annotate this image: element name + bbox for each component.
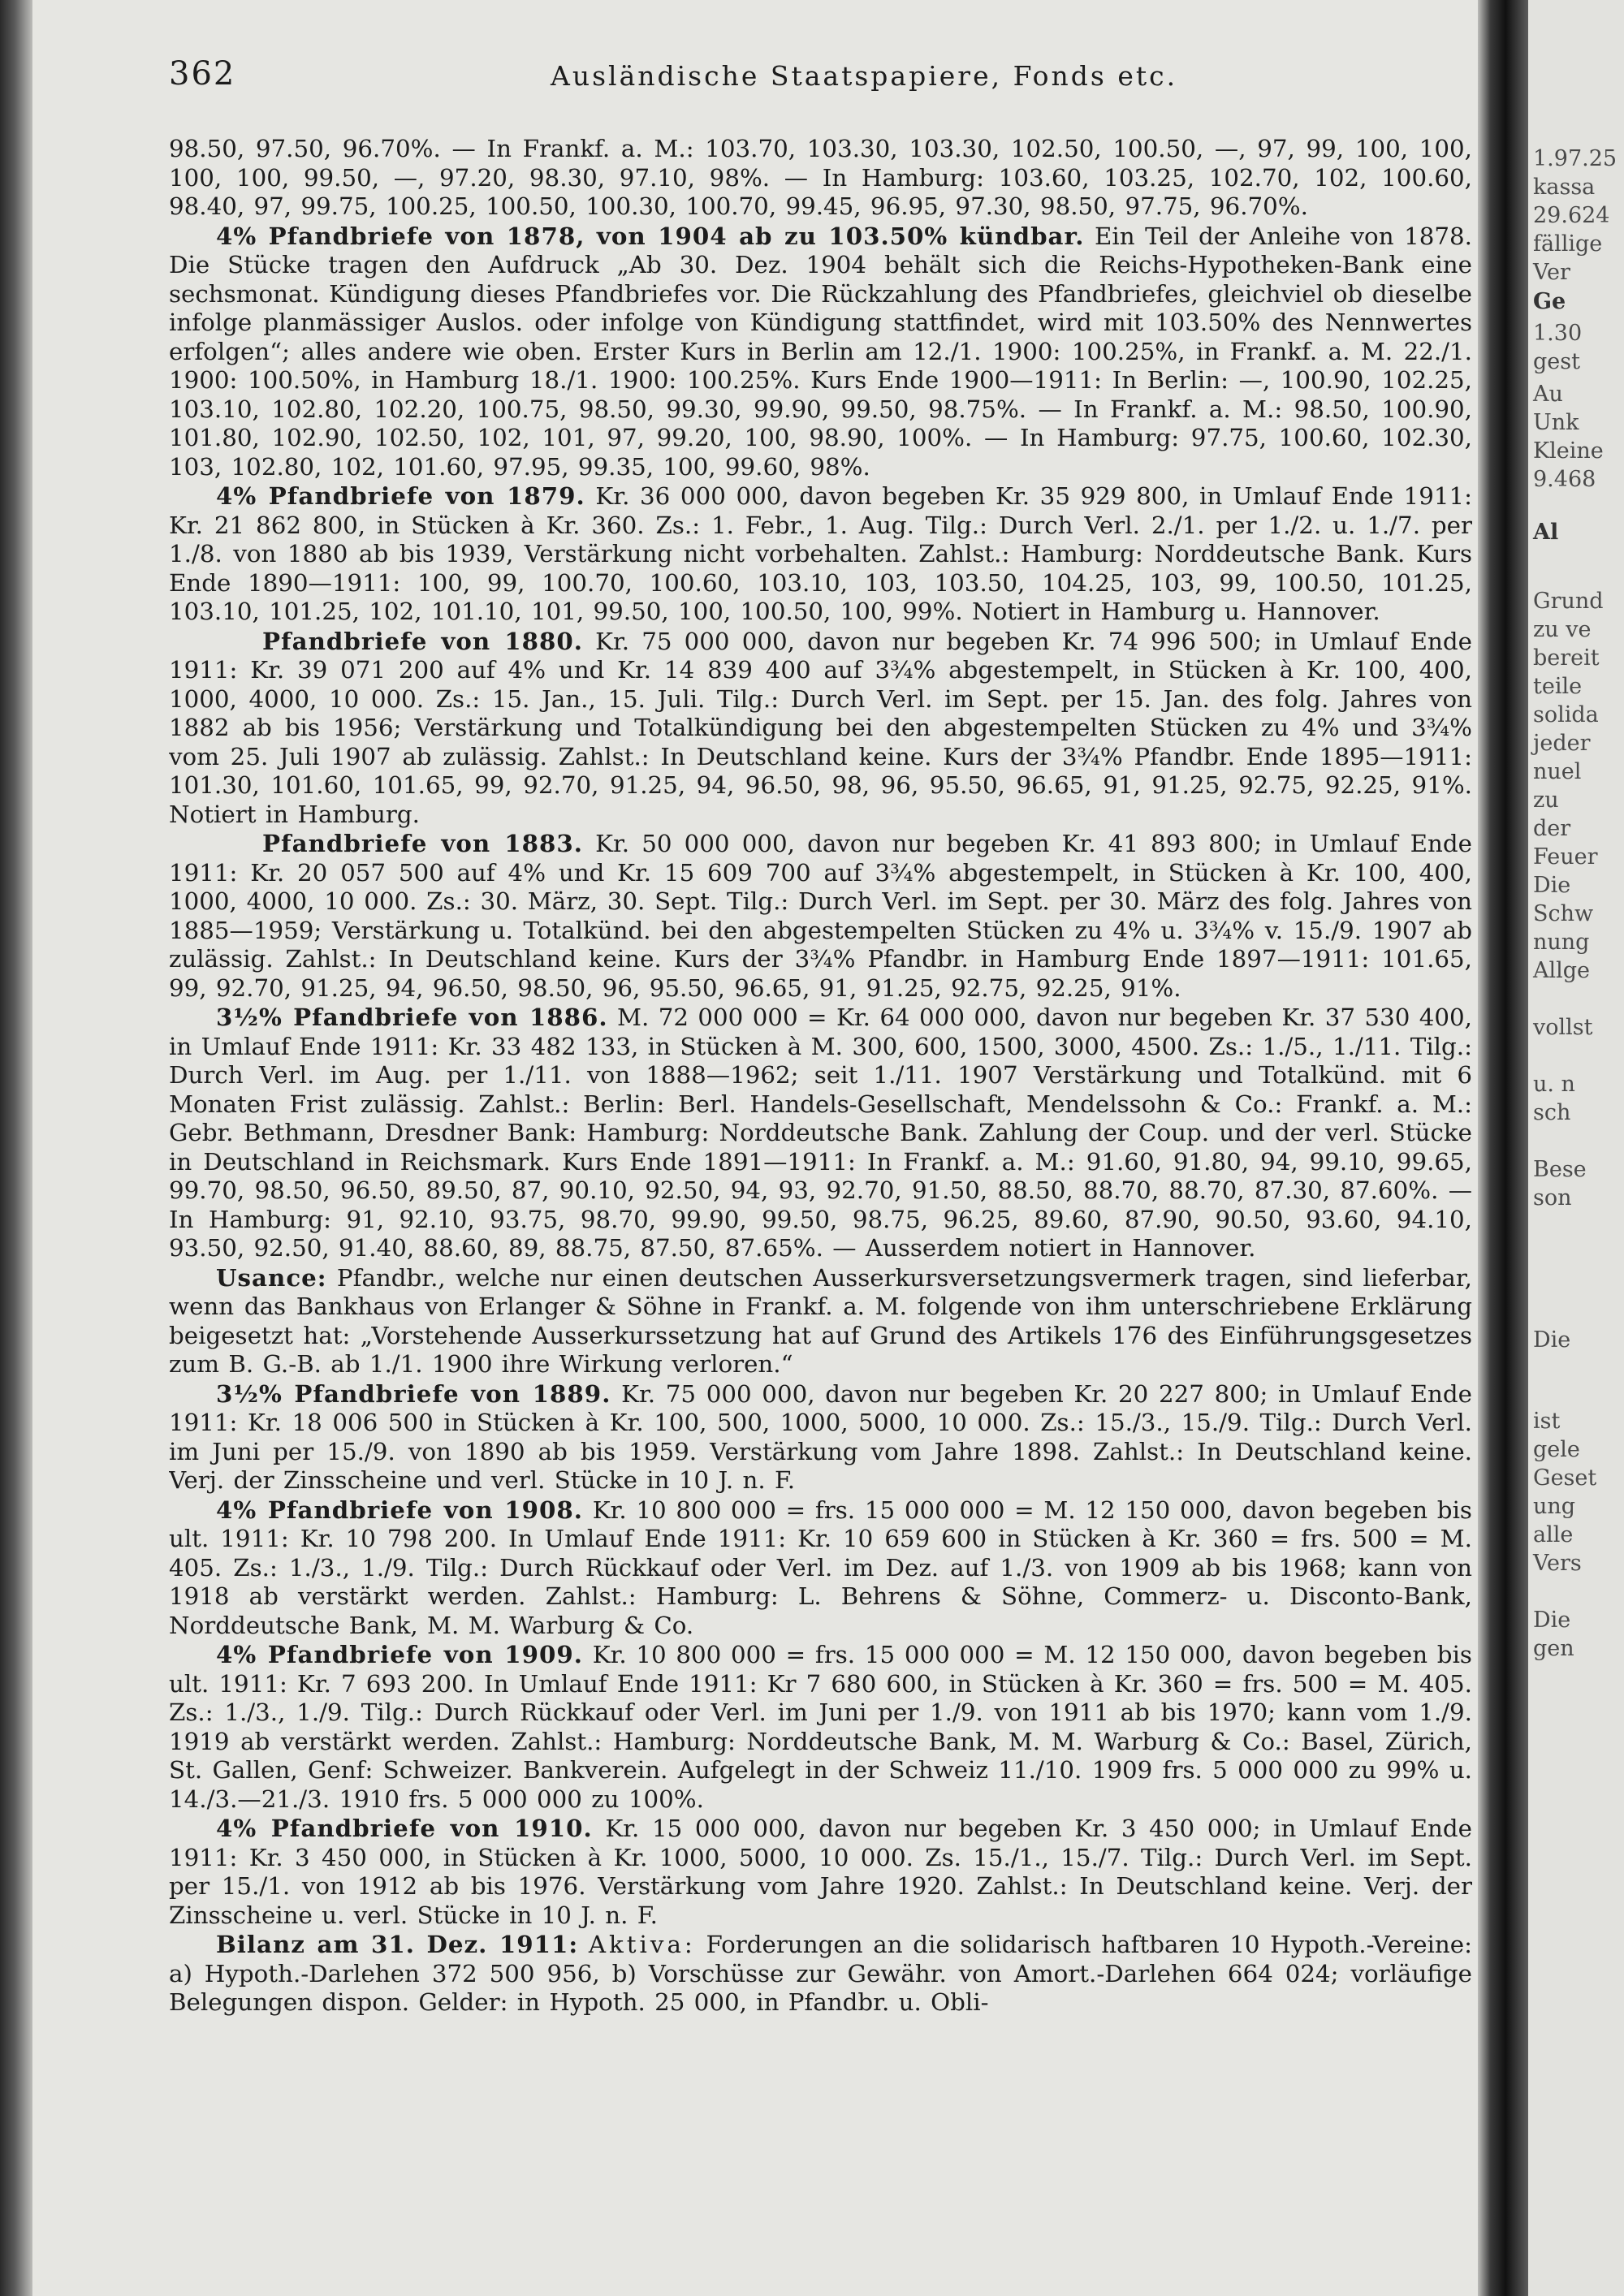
adjacent-fragment: solida bbox=[1533, 702, 1599, 727]
adjacent-fragment: vollst bbox=[1533, 1015, 1593, 1040]
adjacent-fragment: jeder bbox=[1533, 731, 1591, 756]
adjacent-fragment: Ver bbox=[1533, 260, 1570, 285]
paragraph-pfandbriefe-1878 bbox=[169, 222, 1472, 482]
paragraph-pfandbriefe-1880 bbox=[169, 627, 1472, 830]
running-title: Ausländische Staatspapiere, Fonds etc. bbox=[551, 60, 1178, 92]
entry-heading: 3½% Pfandbriefe von 1889. bbox=[216, 1379, 611, 1408]
adjacent-page-strip bbox=[1528, 0, 1624, 2296]
paragraph-pfandbriefe-1909 bbox=[169, 1640, 1472, 1814]
entry-heading: Bilanz am 31. Dez. 1911: bbox=[216, 1930, 579, 1958]
adjacent-fragment: 1.30 bbox=[1533, 321, 1583, 346]
adjacent-fragment: ung bbox=[1533, 1494, 1576, 1519]
adjacent-fragment: gele bbox=[1533, 1437, 1580, 1462]
paragraph-text: Kr. 15 000 000, davon nur begeben Kr. 3 450 000; in Umlauf Ende 1911: Kr. 3 450 000, in Stücken à Kr. 1000, 5000, 10 000. Zs. 15./1., 15./7. Tilg.: Durch Verl. im Sept. per 15./1. von 1912 ab bis 1976. Verstärkung vom Jahre 1920. Zahlst.: In Deutschland keine. Verj. der Zinsscheine u. verl. Stücke in 10 J. n. F. bbox=[169, 1815, 1472, 1929]
adjacent-fragment: der bbox=[1533, 816, 1571, 841]
book-gutter bbox=[1478, 0, 1528, 2296]
paragraph-text: Kr. 75 000 000, davon nur begeben Kr. 20 227 800; in Umlauf Ende 1911: Kr. 18 006 500 in Stücken à Kr. 100, 500, 1000, 5000, 10 000. Zs.: 15./3., 15./9. Tilg.: Durch Verl. im Juni per 15./9. von 1890 ab bis 1959. Verstärkung vom Jahre 1898. Zahlst.: In Deutschland keine. Verj. der Zinsscheine und verl. Stücke in 10 J. n. F. bbox=[169, 1379, 1472, 1494]
entry-heading: 4% Pfandbriefe von 1908. bbox=[216, 1495, 583, 1524]
adjacent-fragment: Feuer bbox=[1533, 844, 1598, 870]
adjacent-fragment: son bbox=[1533, 1185, 1572, 1211]
entry-heading: 4% Pfandbriefe von 1879. bbox=[216, 481, 585, 510]
adjacent-fragment: Schw bbox=[1533, 901, 1594, 926]
adjacent-fragment: Ge bbox=[1533, 289, 1566, 314]
book-page bbox=[169, 49, 1472, 2273]
paragraph-bilanz-1911 bbox=[169, 1930, 1472, 2018]
adjacent-fragment: u. n bbox=[1533, 1072, 1575, 1097]
adjacent-fragment: zu ve bbox=[1533, 617, 1592, 642]
adjacent-fragment: Allge bbox=[1533, 958, 1591, 983]
adjacent-fragment: Bese bbox=[1533, 1157, 1587, 1182]
adjacent-fragment: zu bbox=[1533, 788, 1559, 813]
adjacent-fragment: nuel bbox=[1533, 759, 1582, 784]
paragraph-text: M. 72 000 000 = Kr. 64 000 000, davon nur begeben Kr. 37 530 400, in Umlauf Ende 1911: Kr. 33 482 133, in Stücken à M. 300, 600, 1500, 3000, 4500. Zs.: 1./5., 1./11. Tilg.: Durch Verl. im Aug. per 1./11. von 1888—1962; seit 1./11. 1907 Verstärkung und Totalkünd. mit 6 Monaten Frist zulässig. Zahlst.: Berlin: Berl. Handels-Gesellschaft, Mendelssohn & Co.: Frankf. a. M.: Gebr. Bethmann, Dresdner Bank: Hamburg: Norddeutsche Bank. Zahlung der Coup. und der verl. Stücke in Deutschland in Reichsmark. Kurs Ende 1891—1911: In Frankf. a. M.: 91.60, 91.80, 94, 99.10, 99.65, 99.70, 98.50, 96.50, 89.50, 87, 90.10, 92.50, 94, 93, 92.70, 91.50, 88.50, 88.70, 88.70, 87.30, 87.60%. — In Hamburg: 91, 92.10, 93.75, 98.70, 99.90, 99.50, 98.75, 96.25, 89.60, 87.90, 90.50, 93.60, 94.10, 93.50, 92.50, 91.40, 88.60, 89, 88.75, 87.50, 87.65%. — Ausserdem notiert in Hannover. bbox=[169, 1003, 1472, 1262]
adjacent-fragment: 29.624 bbox=[1533, 203, 1610, 228]
adjacent-fragment: gest bbox=[1533, 349, 1580, 374]
paragraph-text: Ein Teil der Anleihe von 1878. Die Stücke tragen den Aufdruck „Ab 30. Dez. 1904 behält sich die Reichs-Hypotheken-Bank eine sechsmonat. Kündigung dieses Pfandbriefes vor. Die Rückzahlung des Pfandbriefes, gleichviel ob dieselbe infolge planmässiger Auslos. oder infolge von Kündigung stattfindet, wird mit 103.50% des Nennwertes erfolgen“; alles andere wie oben. Erster Kurs in Berlin am 12./1. 1900: 100.25%, in Frankf. a. M. 22./1. 1900: 100.50%, in Hamburg 18./1. 1900: 100.25%. Kurs Ende 1900—1911: In Berlin: —, 100.90, 102.25, 103.10, 102.80, 102.20, 100.75, 98.50, 99.30, 99.90, 99.50, 98.75%. — In Frankf. a. M.: 98.50, 100.90, 101.80, 102.90, 102.50, 102, 101, 97, 99.20, 100, 98.90, 100%. — In Hamburg: 97.75, 100.60, 102.30, 103, 102.80, 102, 101.60, 97.95, 99.35, 100, 99.60, 98%. bbox=[169, 222, 1472, 481]
paragraph-usance bbox=[169, 1263, 1472, 1379]
adjacent-fragment: alle bbox=[1533, 1522, 1574, 1547]
aktiva-label: Aktiva: bbox=[588, 1931, 696, 1958]
paragraph-text: Kr. 10 800 000 = frs. 15 000 000 = M. 12 150 000, davon begeben bis ult. 1911: Kr. 7 693 200. In Umlauf Ende 1911: Kr 7 680 600, in Stücken à Kr. 360 = frs. 500 = M. 405. Zs.: 1./3., 1./9. Tilg.: Durch Rückkauf oder Verl. im Juni per 1./9. von 1911 ab bis 1970; kann vom 1./9. 1919 ab verstärkt werden. Zahlst.: Hamburg: Norddeutsche Bank, M. M. Warburg & Co.: Basel, Zürich, St. Gallen, Genf: Schweizer. Bankverein. Aufgelegt in der Schweiz 11./10. 1909 frs. 5 000 000 zu 99% u. 14./3.—21./3. 1910 frs. 5 000 000 zu 100%. bbox=[169, 1641, 1472, 1813]
page-number: 362 bbox=[169, 55, 236, 93]
adjacent-fragment: Grund bbox=[1533, 589, 1604, 614]
paragraph-pfandbriefe-1879 bbox=[169, 481, 1472, 627]
entry-heading: 4% Pfandbriefe von 1909. bbox=[216, 1640, 583, 1668]
adjacent-fragment: Au bbox=[1533, 382, 1563, 407]
paragraph-pfandbriefe-1889 bbox=[169, 1379, 1472, 1495]
paragraph-pfandbriefe-1910 bbox=[169, 1814, 1472, 1930]
entry-heading: 3½% Pfandbriefe von 1886. bbox=[216, 1003, 608, 1031]
adjacent-fragment: Al bbox=[1533, 520, 1559, 545]
scan-left-edge bbox=[0, 0, 32, 2296]
adjacent-fragment: Die bbox=[1533, 873, 1571, 898]
paragraph-text: Kr. 50 000 000, davon nur begeben Kr. 41 893 800; in Umlauf Ende 1911: Kr. 20 057 500 auf 4% und Kr. 15 609 700 auf 3¾% abgestempelt, in Stücken à Kr. 100, 400, 1000, 4000, 10 000. Zs.: 30. März, 30. Sept. Tilg.: Durch Verl. im Sept. per 30. März des folg. Jahres von 1885—1959; Verstärkung u. Totalkünd. bei den abgestempelten Stücken zu 4% u. 3¾% v. 15./9. 1907 ab zulässig. Zahlst.: In Deutschland keine. Kurs der 3¾% Pfandbr. in Hamburg Ende 1897—1911: 101.65, 99, 92.70, 91.25, 94, 96.50, 98.50, 96, 95.50, 96.65, 91, 91.25, 92.75, 92.25, 91%. bbox=[169, 830, 1472, 1002]
adjacent-fragment: 9.468 bbox=[1533, 467, 1596, 492]
paragraph-text: Kr. 75 000 000, davon nur begeben Kr. 74 996 500; in Umlauf Ende 1911: Kr. 39 071 200 auf 4% und Kr. 14 839 400 auf 3¾% abgestempelt, in Stücken à Kr. 100, 400, 1000, 4000, 10 000. Zs.: 15. Jan., 15. Juli. Tilg.: Durch Verl. im Sept. per 15. Jan. des folg. Jahres von 1882 ab bis 1956; Verstärkung und Totalkündigung bei den abgestempelten Stücken zu 4% und 3¾% vom 25. Juli 1907 ab zulässig. Zahlst.: In Deutschland keine. Kurs der 3¾% Pfandbr. Ende 1895—1911: 101.30, 101.60, 101.65, 99, 92.70, 91.25, 94, 96.50, 98, 96, 95.50, 96.65, 91, 91.25, 92.75, 92.25, 91%. Notiert in Hamburg. bbox=[169, 627, 1472, 828]
paragraph-text: Kr. 10 800 000 = frs. 15 000 000 = M. 12 150 000, davon begeben bis ult. 1911: Kr. 10 798 200. In Umlauf Ende 1911: Kr. 10 659 600 in Stücken à Kr. 360 = frs. 500 = M. 405. Zs.: 1./3., 1./9. Tilg.: Durch Rückkauf oder Verl. im Dez. auf 1./3. von 1909 ab bis 1968; kann von 1918 ab verstärkt werden. Zahlst.: Hamburg: L. Behrens & Söhne, Commerz- u. Disconto-Bank, Norddeutsche Bank, M. M. Warburg & Co. bbox=[169, 1495, 1472, 1639]
entry-heading: 4% Pfandbriefe von 1910. bbox=[216, 1814, 593, 1842]
adjacent-fragment: teile bbox=[1533, 674, 1583, 699]
page-body bbox=[169, 135, 1472, 2018]
adjacent-fragment: kassa bbox=[1533, 175, 1596, 200]
adjacent-fragment: Kleine bbox=[1533, 438, 1604, 464]
paragraph-text: Pfandbr., welche nur einen deutschen Ausserkursversetzungsvermerk tragen, sind lieferbar, wenn das Bankhaus von Erlanger & Söhne in Frankf. a. M. folgende von ihm unterschriebene Erklärung beigesetzt hat: „Vorstehende Ausserkurssetzung hat auf Grund des Artikels 176 des Einführungsgesetzes zum B. G.-B. ab 1./1. 1900 ihre Wirkung verloren.“ bbox=[169, 1263, 1472, 1378]
adjacent-fragment: sch bbox=[1533, 1100, 1571, 1125]
paragraph-pfandbriefe-1908 bbox=[169, 1495, 1472, 1641]
paragraph-continuation bbox=[169, 135, 1472, 222]
adjacent-fragment: Unk bbox=[1533, 410, 1579, 435]
page-header bbox=[169, 49, 1472, 107]
paragraph-text: Kr. 36 000 000, davon begeben Kr. 35 929 800, in Umlauf Ende 1911: Kr. 21 862 800, in Stücken à Kr. 360. Zs.: 1. Febr., 1. Aug. Tilg.: Durch Verl. 2./1. per 1./2. u. 1./7. per 1./8. von 1880 ab bis 1939, Verstärkung nicht vorbehalten. Zahlst.: Hamburg: Norddeutsche Bank. Kurs Ende 1890—1911: 100, 99, 100.70, 100.60, 103.10, 103, 103.50, 104.25, 103, 99, 100.50, 101.25, 103.10, 101.25, 102, 101.10, 101, 99.50, 100, 100.50, 100, 99%. Notiert in Hamburg u. Hannover. bbox=[169, 482, 1472, 625]
paragraph-text: Forderungen an die solidarisch haftbaren 10 Hypoth.-Vereine: a) Hypoth.-Darlehen 372 500 956, b) Vorschüsse zur Gewähr. von Amort.-Darlehen 664 024; vorläufige Belegungen dispon. Gelder: in Hypoth. 25 000, in Pfandbr. u. Obli- bbox=[169, 1931, 1472, 2016]
adjacent-fragment: ist bbox=[1533, 1409, 1561, 1434]
adjacent-fragment: fällige bbox=[1533, 231, 1603, 257]
adjacent-fragment: Die bbox=[1533, 1608, 1571, 1633]
adjacent-fragment: Die bbox=[1533, 1327, 1571, 1353]
entry-heading: 4% Pfandbriefe von 1878, von 1904 ab zu 103.50% kündbar. bbox=[216, 221, 1085, 250]
adjacent-fragment: Vers bbox=[1533, 1551, 1582, 1576]
adjacent-fragment: nung bbox=[1533, 930, 1590, 955]
adjacent-fragment: Geset bbox=[1533, 1465, 1597, 1491]
adjacent-fragment: gen bbox=[1533, 1636, 1574, 1661]
entry-heading: Pfandbriefe von 1883. bbox=[262, 829, 583, 857]
entry-heading: Usance: bbox=[216, 1262, 327, 1292]
entry-heading: Pfandbriefe von 1880. bbox=[262, 626, 583, 655]
paragraph-text: 98.50, 97.50, 96.70%. — In Frankf. a. M.: 103.70, 103.30, 103.30, 102.50, 100.50, —, 97, 99, 100, 100, 100, 100, 99.50, —, 97.20, 98.30, 97.10, 98%. — In Hamburg: 103.60, 103.25, 102.70, 102, 100.60, 98.40, 97, 99.75, 100.25, 100.50, 100.30, 100.70, 99.45, 96.95, 97.30, 98.50, 97.75, 96.70%. bbox=[169, 135, 1472, 220]
paragraph-pfandbriefe-1886 bbox=[169, 1003, 1472, 1263]
adjacent-fragment: 1.97.25 bbox=[1533, 146, 1618, 171]
adjacent-fragment: bereit bbox=[1533, 645, 1600, 671]
paragraph-pfandbriefe-1883 bbox=[169, 829, 1472, 1003]
